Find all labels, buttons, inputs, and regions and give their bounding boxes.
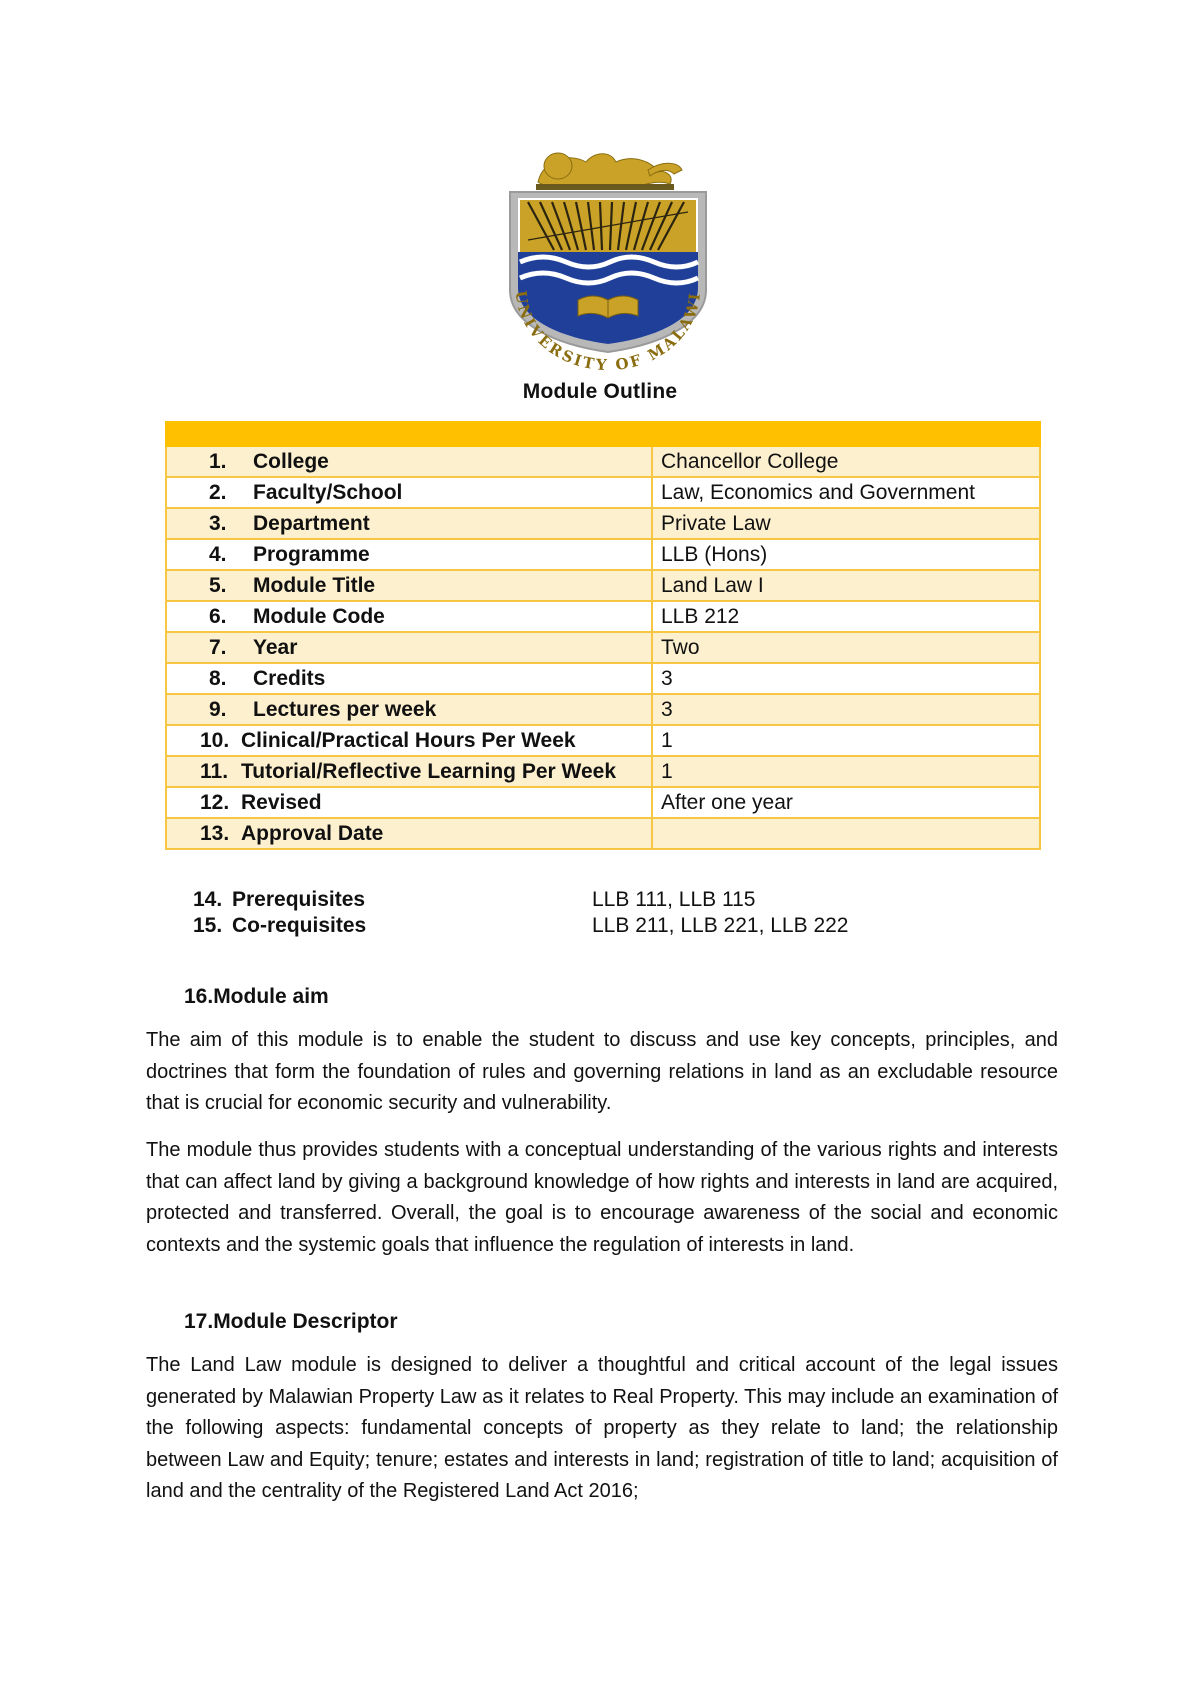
row-number: 8. [209,667,227,690]
table-row [166,477,1040,508]
row-label-cell [166,446,652,477]
row-value: 3 [652,694,1040,725]
row-label-cell [166,663,652,694]
prerequisites-value: LLB 111, LLB 115 [592,888,756,911]
row-number: 13. [200,822,230,845]
row-label-cell [166,632,652,663]
row-label: Department [253,512,370,535]
row-number: 5. [209,574,227,597]
table-header-bar [166,422,1040,446]
row-label: Programme [253,543,370,566]
page-title: Module Outline [522,380,678,403]
row-value [652,818,1040,849]
table-row [166,570,1040,601]
row-number: 3. [209,512,227,535]
module-aim-paragraph-1: The aim of this module is to enable the student to discuss and use key concepts, principles, and doctrines that form the foundation of rules and governing relations in land as an excludable resource that is crucial for economic security and vulnerability. [146,1029,1058,1114]
table-row [166,756,1040,787]
table-row [166,787,1040,818]
row-label-cell [166,756,652,787]
module-descriptor-heading: 17.Module Descriptor [184,1310,398,1333]
row-number: 9. [209,698,227,721]
row-number: 7. [209,636,227,659]
row-value: After one year [652,787,1040,818]
table-row [166,446,1040,477]
prerequisites-label: Prerequisites [232,888,366,911]
row-value: 1 [652,756,1040,787]
row-label-cell [166,787,652,818]
row-value: LLB (Hons) [652,539,1040,570]
table-row [166,694,1040,725]
corequisites-value: LLB 211, LLB 221, LLB 222 [592,914,849,937]
row-number: 1. [209,450,227,473]
prerequisites-row [0,888,1200,914]
table-row [166,818,1040,849]
table-row [166,663,1040,694]
prerequisites-number: 14. [193,888,223,911]
row-value: Land Law I [652,570,1040,601]
row-label: Faculty/School [253,481,403,504]
corequisites-row [0,914,1200,940]
row-label-cell [166,570,652,601]
row-label: College [253,450,329,473]
row-value: 1 [652,725,1040,756]
row-number: 10. [200,729,230,752]
module-aim-paragraph-2: The module thus provides students with a conceptual understanding of the various rights and interests that can affect land by giving a background knowledge of how rights and interests in land are acquired, protected and transferred. Overall, the goal is to encourage awareness of the social and economic contexts and the systemic goals that influence the regulation of interests in land. [146,1139,1058,1256]
row-label-cell [166,694,652,725]
table-row [166,725,1040,756]
row-label-cell [166,539,652,570]
row-value: Chancellor College [652,446,1040,477]
row-label-cell [166,725,652,756]
row-value: LLB 212 [652,601,1040,632]
row-label-cell [166,477,652,508]
table-row [166,539,1040,570]
module-aim-heading: 16.Module aim [184,985,329,1008]
row-label: Tutorial/Reflective Learning Per Week [241,760,617,783]
corequisites-label: Co-requisites [232,914,367,937]
row-label: Approval Date [241,822,384,845]
row-label-cell [166,508,652,539]
row-label-cell [166,601,652,632]
university-crest-logo [498,140,718,370]
row-label: Module Title [253,574,376,597]
module-outline-table [165,421,1041,850]
row-label-cell [166,818,652,849]
row-label: Revised [241,791,322,814]
row-label: Lectures per week [253,698,437,721]
corequisites-number: 15. [193,914,223,937]
row-number: 11. [200,760,229,783]
module-descriptor-paragraph: The Land Law module is designed to deliver a thoughtful and critical account of the legal issues generated by Malawian Property Law as it relates to Real Property. This may include an examination of the following aspects: fundamental concepts of property as they relate to land; the relationship between Law and Equity; tenure; estates and interests in land; registration of title to land; acquisition of land and the centrality of the Registered Land Act 2016; [146,1354,1058,1502]
table-row [166,632,1040,663]
row-number: 6. [209,605,227,628]
row-number: 4. [209,543,227,566]
row-value: Private Law [652,508,1040,539]
row-number: 2. [209,481,227,504]
crest-icon [498,140,718,370]
row-label: Year [253,636,298,659]
row-value: Law, Economics and Government [652,477,1040,508]
row-label: Credits [253,667,326,690]
table-row [166,601,1040,632]
row-label: Module Code [253,605,385,628]
table-row [166,508,1040,539]
row-value: 3 [652,663,1040,694]
logo-text: UNIVERSITY OF MALAWI [511,289,705,370]
row-label: Clinical/Practical Hours Per Week [241,729,576,752]
row-number: 12. [200,791,230,814]
row-value: Two [652,632,1040,663]
